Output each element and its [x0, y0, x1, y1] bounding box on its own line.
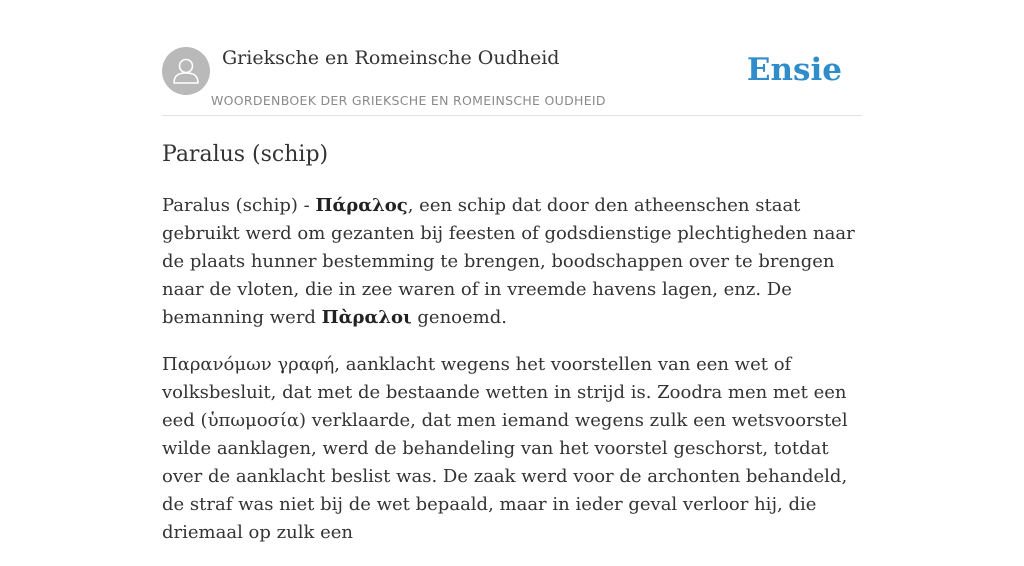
page: [162, 0, 862, 543]
user-icon: [162, 47, 210, 95]
article-title: Paralus (schip): [162, 142, 329, 167]
article-body: [162, 192, 862, 566]
site-title[interactable]: Grieksche en Romeinsche Oudheid: [222, 47, 560, 69]
paragraph-lead: Paralus (schip) -: [162, 195, 316, 216]
paragraph-tail: genoemd.: [411, 307, 507, 328]
site-header: [162, 0, 862, 116]
paragraph-text: , een schip dat door den atheenschen staat gebruikt werd om gezanten bij feesten of godsdienstige plechtigheden naar de plaats hunner bestemming te brengen, boodschappen over te brengen naar de vloten, die in zee waren of in vreemde havens lagen, enz. De bemanning werd: [162, 195, 855, 328]
greek-term-paralos: Πάραλος: [315, 195, 408, 216]
site-subtitle: WOORDENBOEK DER GRIEKSCHE EN ROMEINSCHE OUDHEID: [211, 93, 606, 108]
avatar[interactable]: [162, 47, 210, 95]
article-paragraph-1: [162, 192, 862, 332]
brand-logo-link[interactable]: Ensie: [746, 52, 842, 88]
greek-term-paraloi: Πὰραλοι: [321, 307, 412, 328]
article-paragraph-2: Παρανόμων γραφή, aanklacht wegens het voorstellen van een wet of volksbesluit, dat met de bestaande wetten in strijd is. Zoodra men met een eed (ὑπωμοσία) verklaarde, dat men iemand wegens zulk een wetsvoorstel wilde aanklagen, werd de behandeling van het voorstel geschorst, totdat over de aanklacht beslist was. De zaak werd voor de archonten behandeld, de straf was niet bij de wet bepaald, maar in ieder geval verloor hij, die driemaal op zulk een: [162, 354, 848, 543]
